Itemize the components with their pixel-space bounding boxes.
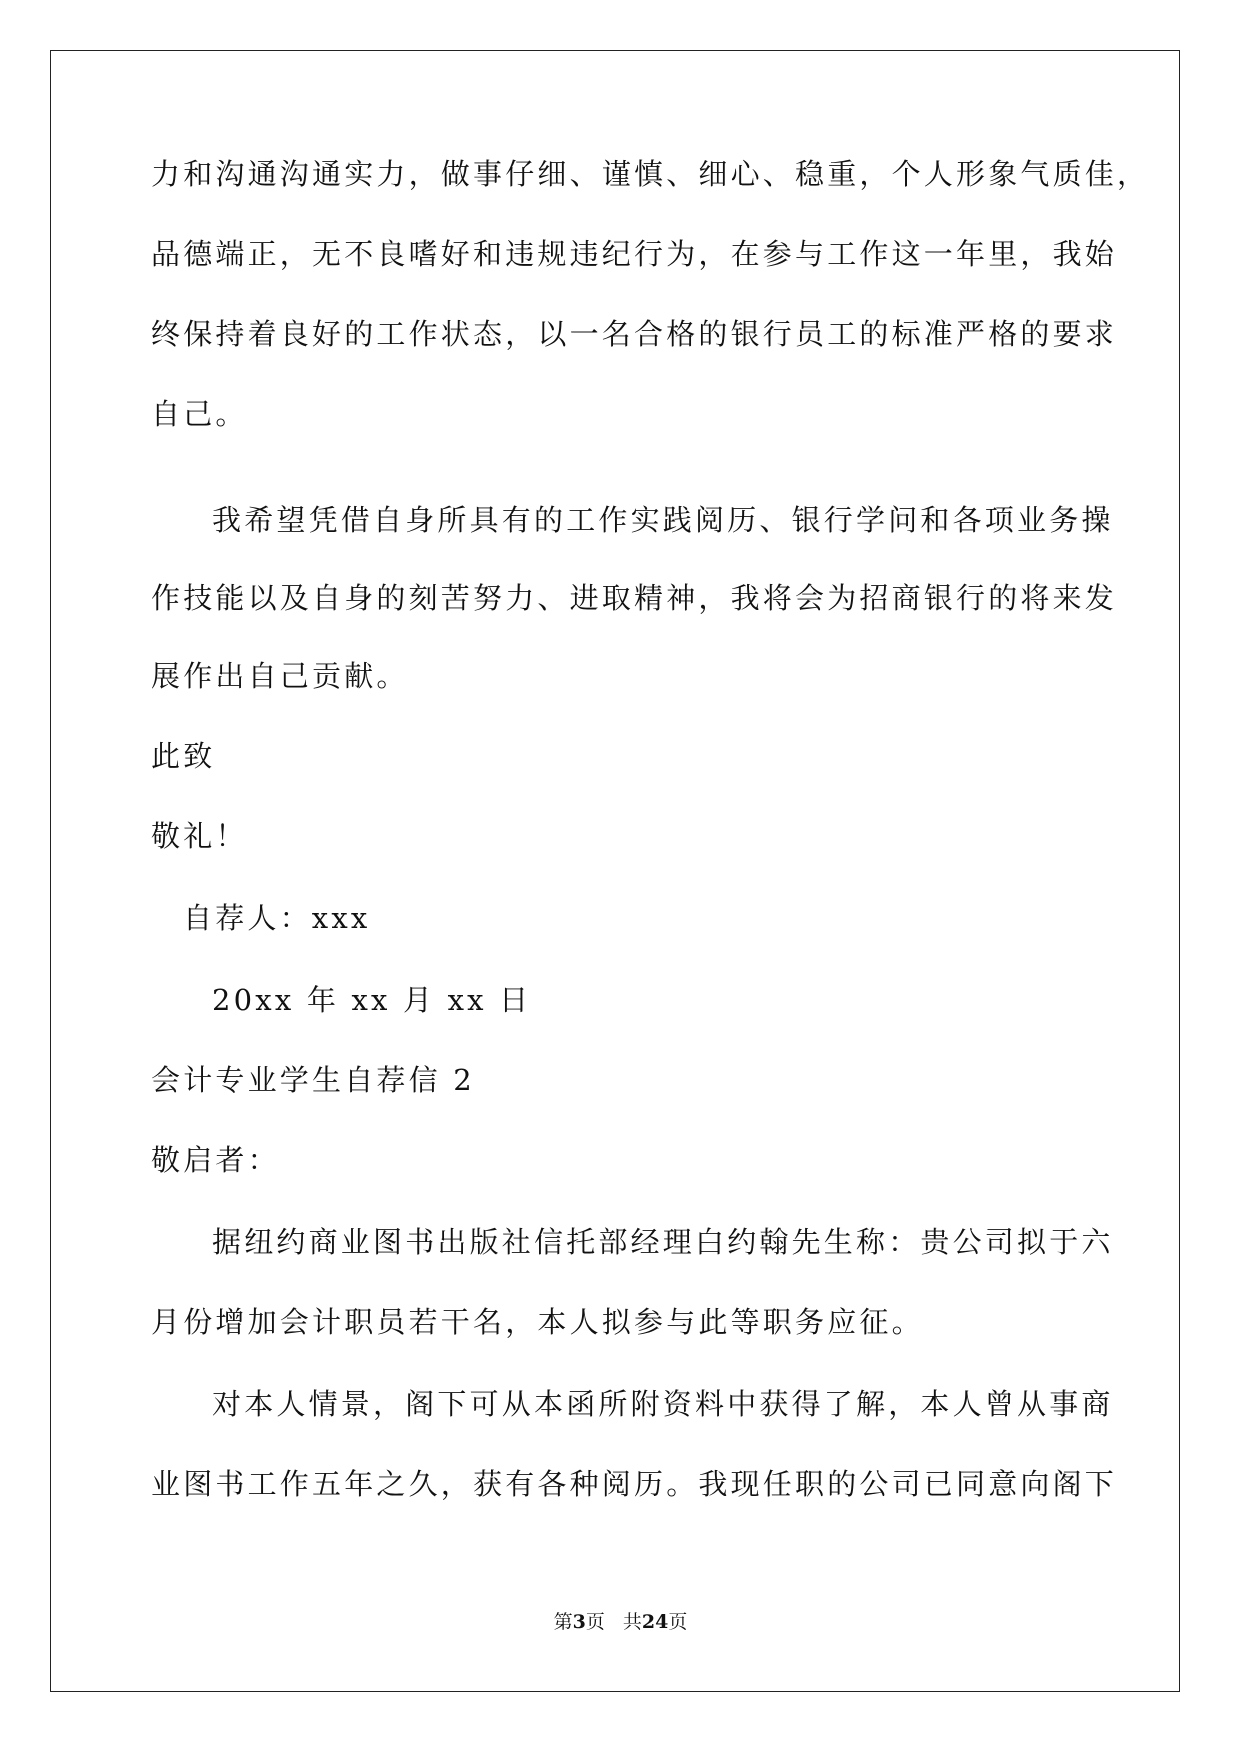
date-line: 20xx 年 xx 月 xx 日 <box>212 983 532 1017</box>
body-line: 业图书工作五年之久，获有各种阅历。我现任职的公司已同意向阁下 <box>151 1467 1118 1501</box>
page-border <box>50 50 1180 1692</box>
body-line: 展作出自己贡献。 <box>151 659 409 693</box>
body-line: 力和沟通沟通实力，做事仔细、谨慎、细心、稳重，个人形象气质佳， <box>151 157 1150 191</box>
page-suffix: 页 <box>585 1611 605 1633</box>
total-suffix: 页 <box>668 1611 688 1633</box>
page-prefix: 第 <box>553 1611 573 1633</box>
body-line: 自己。 <box>151 397 248 431</box>
closing-line: 此致 <box>151 739 216 773</box>
body-line: 对本人情景，阁下可从本函所附资料中获得了解，本人曾从事商 <box>212 1387 1114 1421</box>
page-number: 3 <box>572 1611 586 1633</box>
section-title: 会计专业学生自荐信 2 <box>151 1063 475 1097</box>
salutation-line: 敬礼！ <box>151 819 248 853</box>
body-line: 月份增加会计职员若干名，本人拟参与此等职务应征。 <box>151 1305 924 1339</box>
total-pages: 24 <box>641 1611 669 1633</box>
body-line: 据纽约商业图书出版社信托部经理白约翰先生称：贵公司拟于六 <box>212 1225 1114 1259</box>
greeting-line: 敬启者： <box>151 1143 280 1177</box>
body-line: 品德端正，无不良嗜好和违规违纪行为，在参与工作这一年里，我始 <box>151 237 1118 271</box>
signature-line: 自荐人：xxx <box>183 901 371 935</box>
body-line: 我希望凭借自身所具有的工作实践阅历、银行学问和各项业务操 <box>212 503 1114 537</box>
total-prefix: 共 <box>622 1611 642 1633</box>
page-footer <box>0 1607 1241 1634</box>
body-line: 作技能以及自身的刻苦努力、进取精神，我将会为招商银行的将来发 <box>151 581 1118 615</box>
body-line: 终保持着良好的工作状态，以一名合格的银行员工的标准严格的要求 <box>151 317 1118 351</box>
